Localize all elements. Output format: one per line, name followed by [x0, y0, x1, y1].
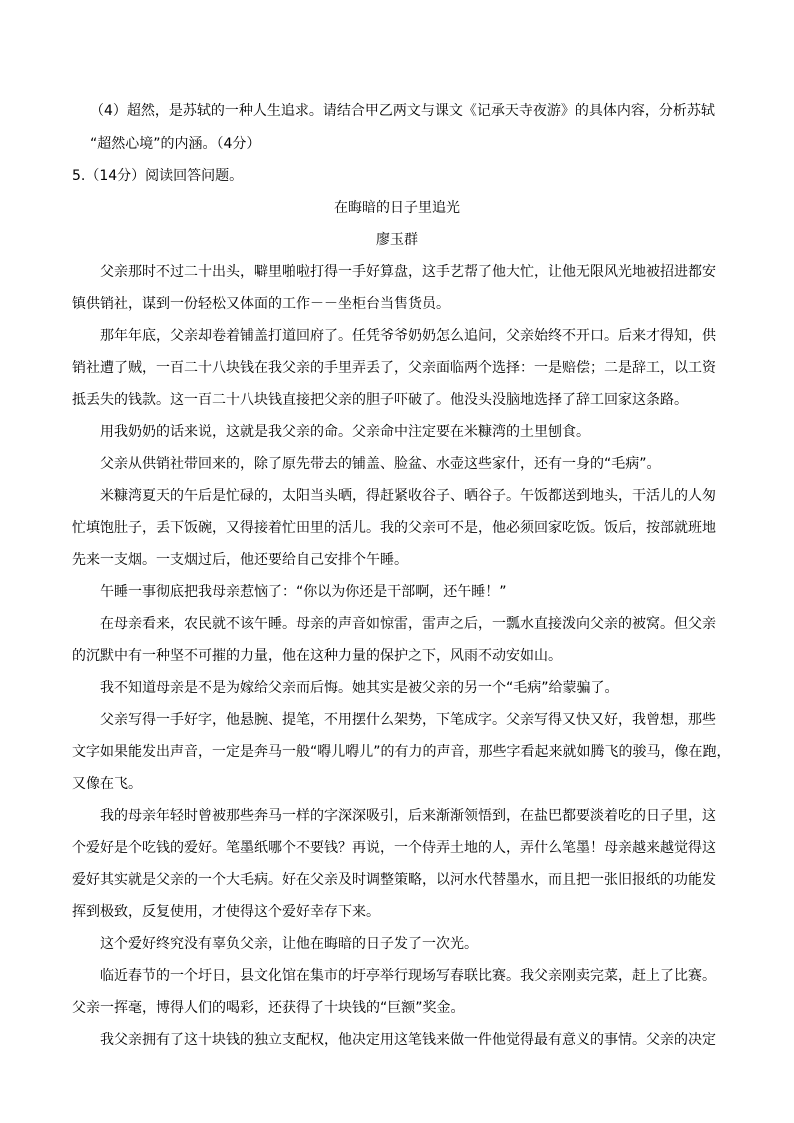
article-line-12: 在母亲看来，农民就不该午睡。母亲的声音如惊雷，雷声之后，一瓢水直接泼向父亲的被窝。但父亲	[100, 616, 716, 632]
article-line-4: 销社遭了贼，一百二十八块钱在我父亲的手里弄丢了，父亲面临两个选择：一是赔偿；二是辞工，以工资	[72, 360, 716, 376]
article-line-1: 父亲那时不过二十出头，噼里啪啦打得一手好算盘，这手艺帮了他大忙，让他无限风光地被招进都安	[100, 264, 716, 280]
article-line-3: 那年年底，父亲却卷着铺盖打道回府了。任凭爷爷奶奶怎么追问，父亲始终不开口。后来才得知，供	[100, 328, 716, 344]
question-4-line-1: （4）超然，是苏轼的一种人生追求。请结合甲乙两文与课文《记承天寺夜游》的具体内容，分析苏轼	[90, 103, 715, 119]
article-line-22: 这个爱好终究没有辜负父亲，让他在晦暗的日子发了一次光。	[100, 936, 478, 952]
article-line-6: 用我奶奶的话来说，这就是我父亲的命。父亲命中注定要在米糠湾的土里刨食。	[100, 424, 590, 440]
question-5-label: 5.（14分）阅读回答问题。	[72, 168, 244, 184]
article-line-11: 午睡一事彻底把我母亲惹恼了：“你以为你还是干部啊，还午睡！”	[100, 584, 507, 600]
article-line-14: 我不知道母亲是不是为嫁给父亲而后悔。她其实是被父亲的另一个“毛病”给蒙骗了。	[100, 680, 619, 696]
article-title: 在晦暗的日子里追光	[334, 200, 460, 216]
article-line-15: 父亲写得一手好字，他悬腕、提笔，不用摆什么架势，下笔成字。父亲写得又快又好，我曾想，那些	[100, 712, 716, 728]
article-line-9: 忙填饱肚子，丢下饭碗，又得接着忙田里的活儿。我的父亲可不是，他必须回家吃饭。饭后，按部就班地	[72, 520, 716, 536]
article-line-20: 爱好其实就是父亲的一个大毛病。好在父亲及时调整策略，以河水代替墨水，而且把一张旧报纸的功能发	[72, 872, 716, 888]
article-line-7: 父亲从供销社带回来的，除了原先带去的铺盖、脸盆、水壶这些家什，还有一身的“毛病”。	[100, 456, 661, 472]
article-line-19: 个爱好是个吃钱的爱好。笔墨纸哪个不要钱？再说，一个侍弄土地的人，弄什么笔墨！母亲越来越觉得这	[72, 840, 716, 856]
article-line-25: 我父亲拥有了这十块钱的独立支配权，他决定用这笔钱来做一件他觉得最有意义的事情。父亲的决定	[100, 1032, 716, 1048]
article-line-23: 临近春节的一个圩日，县文化馆在集市的圩亭举行现场写春联比赛。我父亲刚卖完菜，赶上了比赛。	[100, 968, 716, 984]
article-line-16: 文字如果能发出声音，一定是奔马一般“嘚儿嘚儿”的有力的声音，那些字看起来就如腾飞的骏马，像在跑，	[72, 744, 731, 760]
article-line-8: 米糠湾夏天的午后是忙碌的，太阳当头晒，得赶紧收谷子、晒谷子。午饭都送到地头，干活儿的人匆	[100, 488, 716, 504]
article-line-18: 我的母亲年轻时曾被那些奔马一样的字深深吸引，后来渐渐领悟到，在盐巴都要淡着吃的日子里，这	[100, 808, 716, 824]
article-line-2: 镇供销社，谋到一份轻松又体面的工作－－坐柜台当售货员。	[72, 296, 450, 312]
article-author: 廖玉群	[376, 232, 418, 248]
article-line-13: 的沉默中有一种坚不可摧的力量，他在这种力量的保护之下，风雨不动安如山。	[72, 648, 562, 664]
article-line-5: 抵丢失的钱款。这一百二十八块钱直接把父亲的胆子吓破了。他没头没脑地选择了辞工回家这条路。	[72, 392, 688, 408]
article-line-17: 又像在飞。	[72, 776, 142, 792]
article-line-21: 挥到极致，反复使用，才使得这个爱好幸存下来。	[72, 904, 380, 920]
question-4-line-2: “超然心境”的内涵。（4分）	[90, 136, 261, 152]
article-line-10: 先来一支烟。一支烟过后，他还要给自己安排个午睡。	[72, 552, 408, 568]
article-line-24: 父亲一挥毫，博得人们的喝彩，还获得了十块钱的“巨额”奖金。	[72, 1000, 465, 1016]
